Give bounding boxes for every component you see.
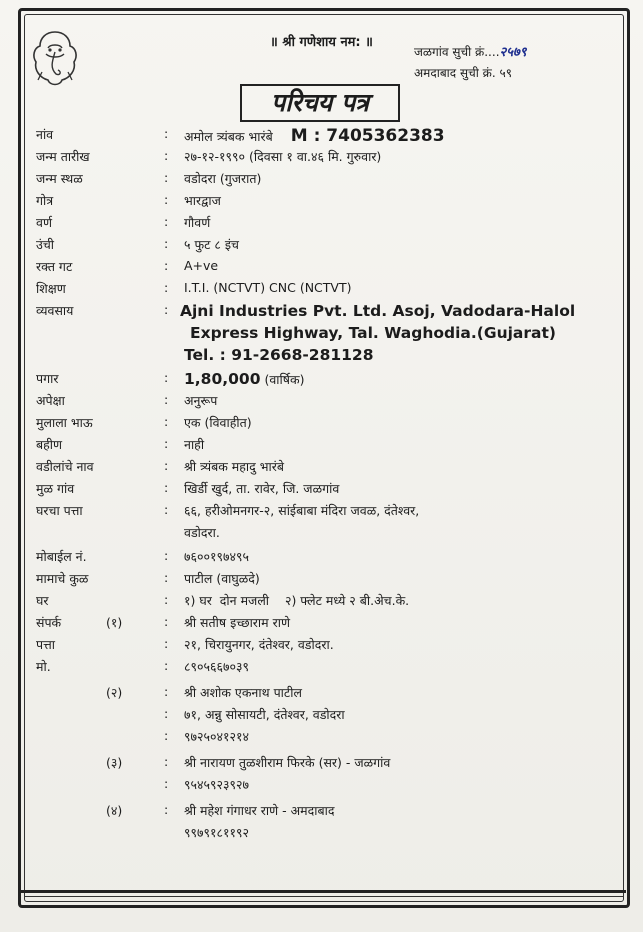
- jalgaon-handwritten-number: २५७९: [499, 45, 527, 60]
- label-birthplace: जन्म स्थळ: [36, 171, 83, 186]
- contact-4-number: (४): [106, 803, 123, 818]
- label-dob: जन्म तारीख: [36, 149, 90, 164]
- contact-4-name: श्री महेश गंगाधर राणे - अमदाबाद: [184, 803, 335, 818]
- label-height: उंची: [36, 237, 55, 252]
- label-address: घरचा पत्ता: [36, 503, 83, 518]
- bottom-rule-thick: [20, 890, 626, 893]
- label-contact-address: पत्ता: [36, 637, 55, 652]
- value-address-line2: वडोदरा.: [184, 525, 220, 540]
- label-maternal: मामाचे कुळ: [36, 571, 89, 586]
- label-mobile: मोबाईल नं.: [36, 549, 87, 564]
- value-height: ५ फुट ८ इंच: [184, 237, 239, 252]
- label-occupation: व्यवसाय: [36, 303, 74, 318]
- page-title: परिचय पत्र: [240, 84, 400, 122]
- value-complexion: गौवर्ण: [184, 215, 211, 230]
- value-native: खिर्डी खुर्द, ता. रावेर, जि. जळगांव: [184, 481, 340, 496]
- label-father: वडीलांचे नाव: [36, 459, 94, 474]
- label-gotra: गोत्र: [36, 193, 54, 208]
- contact-1-phone: ८९०५६६७०३९: [184, 659, 250, 674]
- value-occupation-line1: Ajni Industries Pvt. Ltd. Asoj, Vadodara-Halol: [180, 302, 576, 320]
- label-native: मुळ गांव: [36, 481, 75, 496]
- value-house: १) घर दोन मजली २) फ्लेट मध्ये २ बी.अेच.के.: [184, 593, 410, 608]
- value-mobile: ७६००१९७४९५: [184, 549, 250, 564]
- label-blood-group: रक्त गट: [36, 259, 73, 274]
- label-complexion: वर्ण: [36, 215, 52, 230]
- value-brother: एक (विवाहीत): [184, 415, 252, 430]
- contact-2-address: ७१, अन्नु सोसायटी, दंतेश्वर, वडोदरा: [184, 707, 345, 722]
- value-gotra: भारद्वाज: [184, 193, 221, 208]
- label-name: नांव: [36, 127, 54, 142]
- contact-3-number: (३): [106, 755, 123, 770]
- contact-1-number: (१): [106, 615, 123, 630]
- label-salary: पगार: [36, 371, 59, 386]
- jalgaon-list-number: [414, 42, 527, 60]
- value-dob: २७-१२-१९९० (दिवसा १ वा.४६ मि. गुरुवार): [184, 149, 382, 164]
- value-salary: 1,80,000: [184, 370, 261, 388]
- value-address-line1: ६६, हरीओमनगर-२, सांईबाबा मंदिरा जवळ, दंतेश्वर,: [184, 503, 420, 518]
- bottom-rule-thin: [24, 896, 624, 897]
- contact-1-name: श्री सतीष इच्छाराम राणे: [184, 615, 290, 630]
- ahmedabad-list-number: अमदाबाद सुची क्रं. ५९: [414, 66, 512, 80]
- value-sister: नाही: [184, 437, 205, 452]
- label-contact-mo: मो.: [36, 659, 51, 674]
- value-name: अमोल त्र्यंबक भारंबे: [184, 129, 273, 144]
- label-contact: संपर्क: [36, 615, 62, 630]
- contact-3-name: श्री नारायण तुळशीराम फिरके (सर) - जळगांव: [184, 755, 391, 770]
- value-father: श्री त्र्यंबक महादु भारंबे: [184, 459, 285, 474]
- label-brother: मुलाला भाऊ: [36, 415, 93, 430]
- contact-3-phone: ९५४५९२३९२७: [184, 777, 250, 792]
- jalgaon-label: जळगांव सुची क्रं....: [414, 45, 500, 59]
- invocation-text: ॥ श्री गणेशाय नम: ॥: [270, 35, 373, 50]
- contact-2-phone: ९७२५०४१२१४: [184, 729, 250, 744]
- document-page: ॥ श्री गणेशाय नम: ॥ जळगांव सुची क्रं....२५७९ अमदाबाद सुची क्रं. ५९ परिचय पत्र नांव : अमोल त्र्यंबक भारंबे M : 7405362383 जन्म तारीख : २७-१२-१९९० (दिवसा १ वा.४६ मि. गुरुवार) जन्म स्थळ : वडोदरा (गुजरात) गोत्र : भारद्वाज वर्ण : गौवर्ण उंची : ५ फुट ८ इंच रक्त गट : A+ve शिक्षण : I.T.I. (NCTVT) CNC (NCTVT) व्यवसाय : Ajni Industries Pvt. Ltd. Asoj, Vadodara-Halol Express Highway, Tal. Waghodia.(Gujarat) Tel. : 91-2668-281128 पगार : 1,80,000 (वार्षिक) अपेक्षा : अनुरूप मुलाला भाऊ : एक (विवाहीत) बहीण : नाही वडीलांचे नाव : श्री त्र्यंबक महादु भारंबे मुळ गांव : खिर्डी खुर्द, ता. रावेर, जि. जळगांव घरचा पत्ता : ६६, हरीओमनगर-२, सांईबाबा मंदिरा जवळ, दंतेश्वर, वडोदरा. मोबाईल नं. : ७६००१९७४९५ मामाचे कुळ : पाटील (वाघुळदे) घर : १) घर दोन मजली २) फ्लेट मध्ये २ बी.अेच.के. संपर्क (१) : श्री सतीष इच्छाराम राणे पत्ता : २१, चिरायुनगर, दंतेश्वर, वडोदरा. मो. : ८९०५६६७०३९ (२) : श्री अशोक एकनाथ पाटील : ७१, अन्नु सोसायटी, दंतेश्वर, वडोदरा : ९७२५०४१२१४ (३) : श्री नारायण तुळशीराम फिरके (सर) - जळगांव : ९५४५९२३९२७ (४) : श्री महेश गंगाधर राणे - अमदाबाद ९९७९१८११९२: [0, 0, 643, 932]
- contact-1-address: २१, चिरायुनगर, दंतेश्वर, वडोदरा.: [184, 637, 334, 652]
- contact-2-number: (२): [106, 685, 123, 700]
- label-education: शिक्षण: [36, 281, 66, 296]
- value-education: I.T.I. (NCTVT) CNC (NCTVT): [184, 280, 352, 295]
- value-mobile-header: M : 7405362383: [290, 126, 445, 146]
- label-house: घर: [36, 593, 49, 608]
- label-sister: बहीण: [36, 437, 63, 452]
- value-maternal: पाटील (वाघुळदे): [184, 571, 260, 586]
- value-salary-suffix: (वार्षिक): [264, 372, 305, 387]
- value-birthplace: वडोदरा (गुजरात): [184, 171, 262, 186]
- contact-4-phone: ९९७९१८११९२: [184, 825, 250, 840]
- value-blood-group: A+ve: [184, 258, 219, 273]
- value-expectation: अनुरूप: [184, 393, 218, 408]
- label-expectation: अपेक्षा: [36, 393, 65, 408]
- contact-2-name: श्री अशोक एकनाथ पाटील: [184, 685, 302, 700]
- value-occupation-tel: Tel. : 91-2668-281128: [184, 346, 374, 364]
- value-occupation-line2: Express Highway, Tal. Waghodia.(Gujarat): [190, 324, 556, 342]
